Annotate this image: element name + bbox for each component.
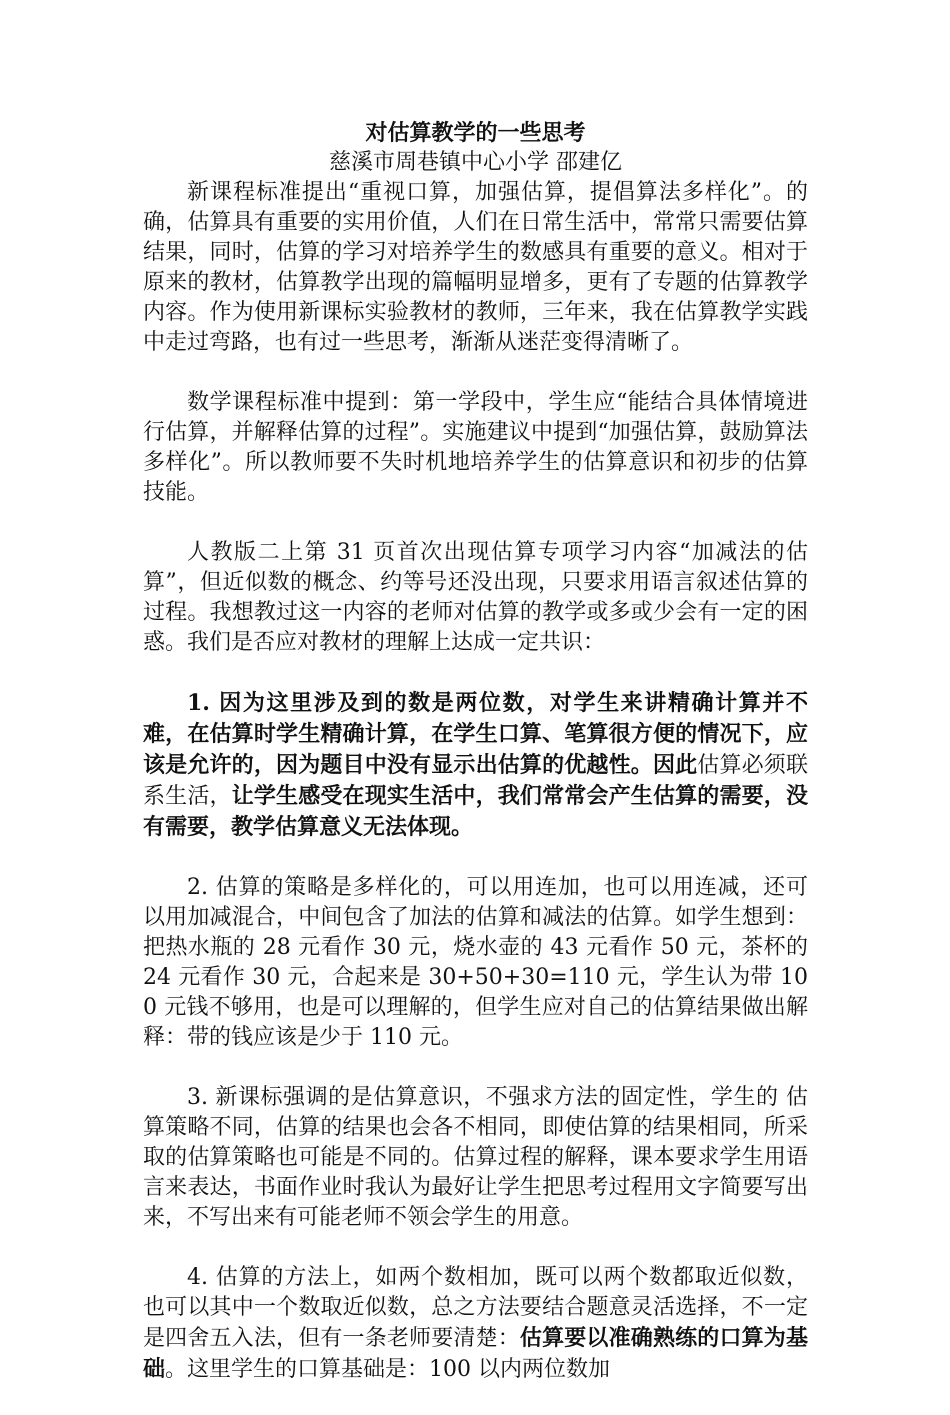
point-1-bold-part-2: 让学生感受在现实生活中，我们常常会产生估算的需要，没有需要，教学估算意义无法体现。 (143, 783, 808, 840)
document-author: 慈溪市周巷镇中心小学 邵建亿 (329, 150, 622, 175)
paragraph-textbook: 人教版二上第 31 页首次出现估算专项学习内容“加减法的估算”，但近似数的概念、约等号还没出现，只要求用语言叙述估算的过程。我想教过这一内容的老师对估算的教学或多或少会有一定的困惑。我们是否应对教材的理解上达成一定共识： (143, 540, 808, 655)
paragraph-point-1 (143, 688, 808, 843)
point-1-normal-part: 估算必须联系生活， (143, 753, 808, 809)
paragraph-point-3: 3. 新课标强调的是估算意识，不强求方法的固定性，学生的 估算策略不同，估算的结果也会各不相同，即使估算的结果相同，所采取的估算策略也可能是不同的。估算过程的解释，课本要求学生用语言来表达，书面作业时我认为最好让学生把思考过程用文字简要写出来，不写出来有可能老师不领会学生的用意。 (143, 1085, 808, 1230)
paragraph-intro: 新课程标准提出“重视口算，加强估算，提倡算法多样化”。的确，估算具有重要的实用价值，人们在日常生活中，常常只需要估算结果，同时，估算的学习对培养学生的数感具有重要的意义。相对于原来的教材，估算教学出现的篇幅明显增多，更有了专题的估算教学内容。作为使用新课标实验教材的教师，三年来，我在估算教学实践中走过弯路，也有过一些思考，渐渐从迷茫变得清晰了。 (143, 180, 808, 355)
paragraph-point-2: 2. 估算的策略是多样化的，可以用连加，也可以用连减，还可以用加减混合，中间包含了加法的估算和减法的估算。如学生想到：把热水瓶的 28 元看作 30 元，烧水壶的 43 元看作 50 元，茶杯的 24 元看作 30 元，合起来是 30+50+30=110 元，学生认为带 100 元钱不够用，也是可以理解的，但学生应对自己的估算结果做出解释：带的钱应该是少于 110 元。 (143, 875, 808, 1050)
document-page (143, 118, 808, 1415)
point-4-normal-part-2: 。这里学生的口算基础是：100 以内两位数加 (165, 1357, 611, 1382)
point-4-normal-part-1: 4. 估算的方法上，如两个数相加，既可以两个数都取近似数，也可以其中一个数取近似数，总之方法要结合题意灵活选择，不一定是四舍五入法，但有一条老师要清楚： (143, 1265, 808, 1351)
point-1-bold-part-1: 1. 因为这里涉及到的数是两位数，对学生来讲精确计算并不难，在估算时学生精确计算，在学生口算、笔算很方便的情况下，应该是允许的，因为题目中没有显示出估算的优越性。因此 (143, 690, 808, 778)
point-4-bold-part: 估算要以准确熟练的口算为基础 (143, 1325, 808, 1382)
paragraph-point-4 (143, 1263, 808, 1385)
paragraph-curriculum: 数学课程标准中提到：第一学段中，学生应“能结合具体情境进行估算，并解释估算的过程”。实施建议中提到“加强估算，鼓励算法多样化”。所以教师要不失时机地培养学生的估算意识和初步的估算技能。 (143, 390, 808, 505)
document-title: 对估算教学的一些思考 (365, 120, 586, 146)
